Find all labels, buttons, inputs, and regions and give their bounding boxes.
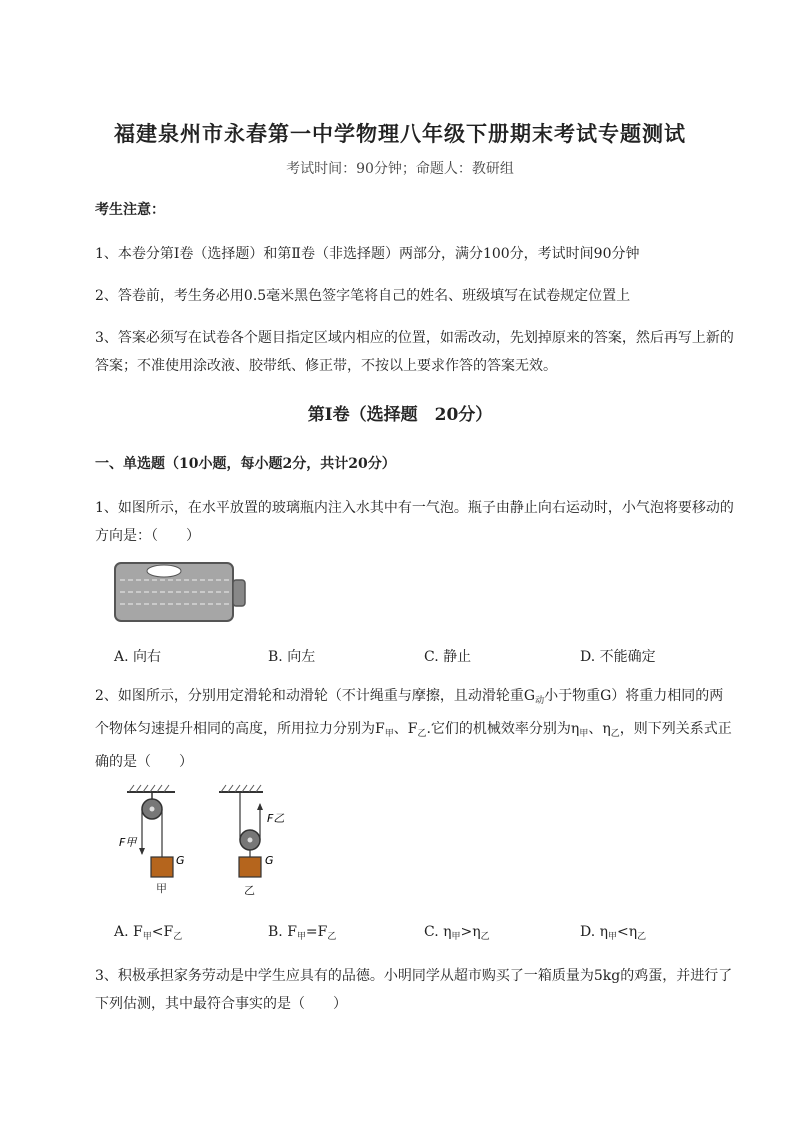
q2-option-a[interactable]: A. $F_甲<F_乙$ — [114, 924, 183, 942]
weight-block-yi — [239, 857, 261, 877]
weight-label-jia: G — [176, 854, 185, 867]
question-3-text: 3、积极承担家务劳动是中学生应具有的品德。小明同学从超市购买了一箱质量为5kg的鸡蛋，并进行了下列估测，其中最符合事实的是（ ） — [95, 968, 733, 1012]
notice-item-1: 1、本卷分第I卷（选择题）和第Ⅱ卷（非选择题）两部分，满分100分，考试时间90分钟 — [95, 246, 640, 262]
q2-option-c[interactable]: C. $\eta_甲>\eta_乙$ — [424, 924, 490, 942]
force-label-jia: F甲 — [119, 836, 137, 849]
figure-label-jia: 甲 — [156, 882, 167, 895]
bottle-figure — [112, 560, 248, 624]
exam-info: 考试时间：90分钟；命题人：教研组 — [286, 161, 514, 177]
q1-option-c[interactable]: C. 静止 — [424, 649, 472, 665]
section-title: 第I卷（选择题 20分） — [307, 405, 493, 425]
notice-item-3: 3、答案必须写在试卷各个题目指定区域内相应的位置，如需改动，先划掉原来的答案，然后再写上新的答案；不准使用涂改液、胶带纸、修正带，不按以上要求作答的答案无效。 — [95, 330, 734, 374]
q1-option-d[interactable]: D. 不能确定 — [580, 649, 656, 665]
force-label-yi: F乙 — [267, 812, 285, 825]
part-heading: 一、单选题（10小题，每小题2分，共计20分） — [95, 456, 396, 472]
air-bubble — [147, 565, 181, 577]
notice-heading: 考生注意： — [95, 202, 165, 218]
page-title: 福建泉州市永春第一中学物理八年级下册期末考试专题测试 — [114, 121, 686, 146]
question-2-text: 2、如图所示，分别用定滑轮和动滑轮（不计绳重与摩擦，且动滑轮重$G_动$小于物重G）将重力相同的两个物体匀速提升相同的高度，所用拉力分别为$F_甲$、$F_乙$.它们的机械效率分别为$\eta_甲$、$\eta_乙$，则下列关系式正确的是（ ） — [95, 688, 732, 770]
notice-item-2: 2、答卷前，考生务必用0.5毫米黑色签字笔将自己的姓名、班级填写在试卷规定位置上 — [95, 288, 631, 304]
q2-option-b[interactable]: B. $F_甲=F_乙$ — [268, 924, 337, 942]
figure-label-yi: 乙 — [244, 884, 255, 897]
bottle-cap — [233, 580, 245, 606]
q1-option-b[interactable]: B. 向左 — [268, 649, 316, 665]
weight-label-yi: G — [265, 854, 274, 867]
q1-option-a[interactable]: A. 向右 — [114, 649, 162, 665]
q2-option-d[interactable]: D. $\eta_甲<\eta_乙$ — [580, 924, 647, 942]
question-1-text: 1、如图所示，在水平放置的玻璃瓶内注入水其中有一气泡。瓶子由静止向右运动时，小气泡将要移动的方向是：（ ） — [95, 500, 734, 544]
pulley-figure — [115, 782, 300, 900]
weight-block-jia — [151, 857, 173, 877]
